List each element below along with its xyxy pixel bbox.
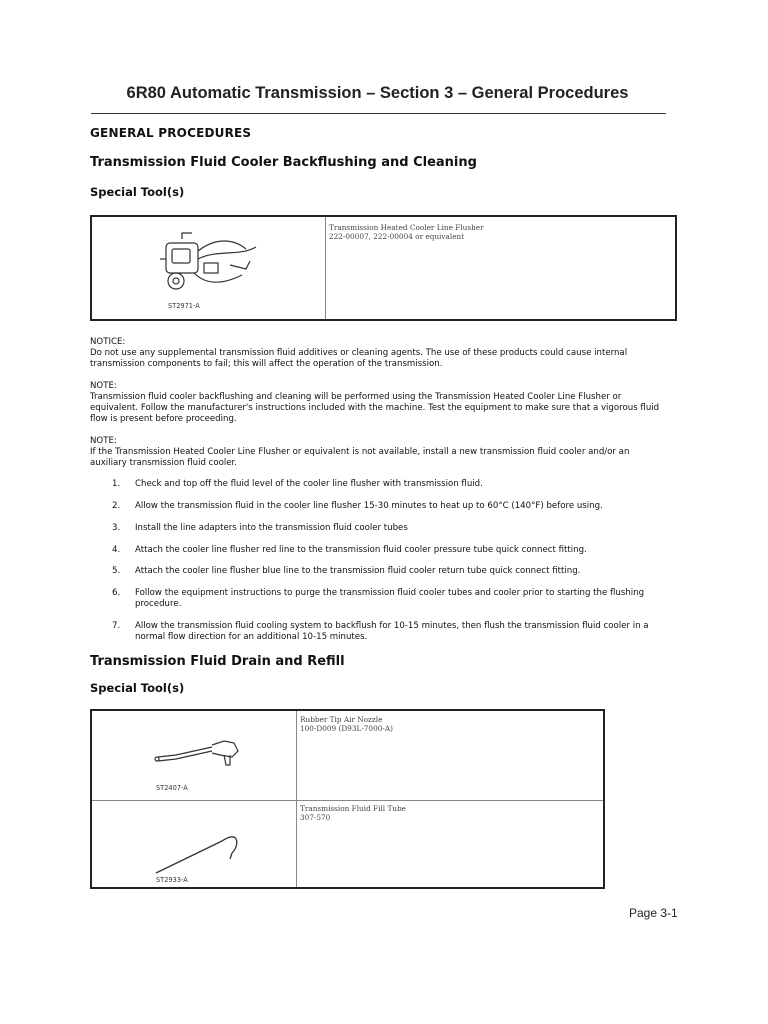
step-number: 6. <box>112 588 121 598</box>
list-item <box>112 566 667 577</box>
note-text: Transmission fluid cooler backflushing and cleaning will be performed using the Transmission Heated Cooler Line Flusher or equivalent. Follow the manufacturer's instructions included with the machine. Test the equipment to make sure that a vigorous fluid flow is present before proceeding. <box>90 392 660 424</box>
list-item <box>112 479 667 490</box>
list-item <box>112 523 667 534</box>
note-text: If the Transmission Heated Cooler Line Flusher or equivalent is not available, install a new transmission fluid cooler and/or an auxiliary transmission fluid cooler. <box>90 447 630 468</box>
notice-text: Do not use any supplemental transmission fluid additives or cleaning agents. The use of these products could cause internal transmission components to fail; this will affect the operation of the transmission. <box>90 348 628 369</box>
procedure-title-backflushing: Transmission Fluid Cooler Backflushing and Cleaning <box>90 155 477 170</box>
cooler-line-flusher-illustration <box>146 229 266 301</box>
tool-number: 222-00007, 222-00004 or equivalent <box>329 232 465 241</box>
step-text: Follow the equipment instructions to purge the transmission fluid cooler tubes and cooler prior to starting the flushing procedure. <box>135 588 645 609</box>
step-number: 1. <box>112 479 121 489</box>
table-row-divider <box>92 800 603 801</box>
tool-name: Transmission Heated Cooler Line Flusher <box>329 223 484 232</box>
step-number: 7. <box>112 621 121 631</box>
title-divider <box>91 113 666 114</box>
step-number: 2. <box>112 501 121 511</box>
special-tools-label: Special Tool(s) <box>90 681 185 695</box>
tool-image-id: ST2971-A <box>168 302 200 310</box>
step-text: Allow the transmission fluid cooling system to backflush for 10-15 minutes, then flush the transmission fluid cooler in a normal flow direction for an additional 10-15 minutes. <box>135 621 649 642</box>
fill-tube-illustration <box>152 829 242 877</box>
table-column-divider <box>296 711 297 887</box>
list-item <box>112 621 667 643</box>
step-number: 3. <box>112 523 121 533</box>
note-label: NOTE: <box>90 381 117 391</box>
step-text: Attach the cooler line flusher red line to the transmission fluid cooler pressure tube quick connect fitting. <box>135 545 587 555</box>
tool-image-id: ST2407-A <box>156 784 188 792</box>
tool-number: 307-570 <box>300 813 331 822</box>
section-heading: GENERAL PROCEDURES <box>90 126 252 140</box>
tool-name: Transmission Fluid Fill Tube <box>300 804 406 813</box>
procedure-title-drain-refill: Transmission Fluid Drain and Refill <box>90 654 345 669</box>
page-title: 6R80 Automatic Transmission – Section 3 – General Procedures <box>126 84 629 102</box>
page-number: Page 3-1 <box>629 906 678 920</box>
tool-number: 100-D009 (D93L-7000-A) <box>300 724 393 733</box>
tool-name: Rubber Tip Air Nozzle <box>300 715 383 724</box>
note-label: NOTE: <box>90 436 117 446</box>
step-number: 4. <box>112 545 121 555</box>
tool-image-id: ST2933-A <box>156 876 188 884</box>
special-tools-label: Special Tool(s) <box>90 185 185 199</box>
step-text: Attach the cooler line flusher blue line to the transmission fluid cooler return tube quick connect fitting. <box>135 566 581 576</box>
air-nozzle-illustration <box>154 731 246 771</box>
list-item <box>112 588 667 610</box>
special-tools-table <box>90 709 605 889</box>
step-text: Install the line adapters into the transmission fluid cooler tubes <box>135 523 408 533</box>
special-tools-table <box>90 215 677 321</box>
step-text: Allow the transmission fluid in the cooler line flusher 15-30 minutes to heat up to 60°C (140°F) before using. <box>135 501 603 511</box>
notice-label: NOTICE: <box>90 337 126 347</box>
list-item <box>112 501 667 512</box>
list-item <box>112 545 667 556</box>
table-column-divider <box>325 217 326 319</box>
step-text: Check and top off the fluid level of the cooler line flusher with transmission fluid. <box>135 479 483 489</box>
step-number: 5. <box>112 566 121 576</box>
